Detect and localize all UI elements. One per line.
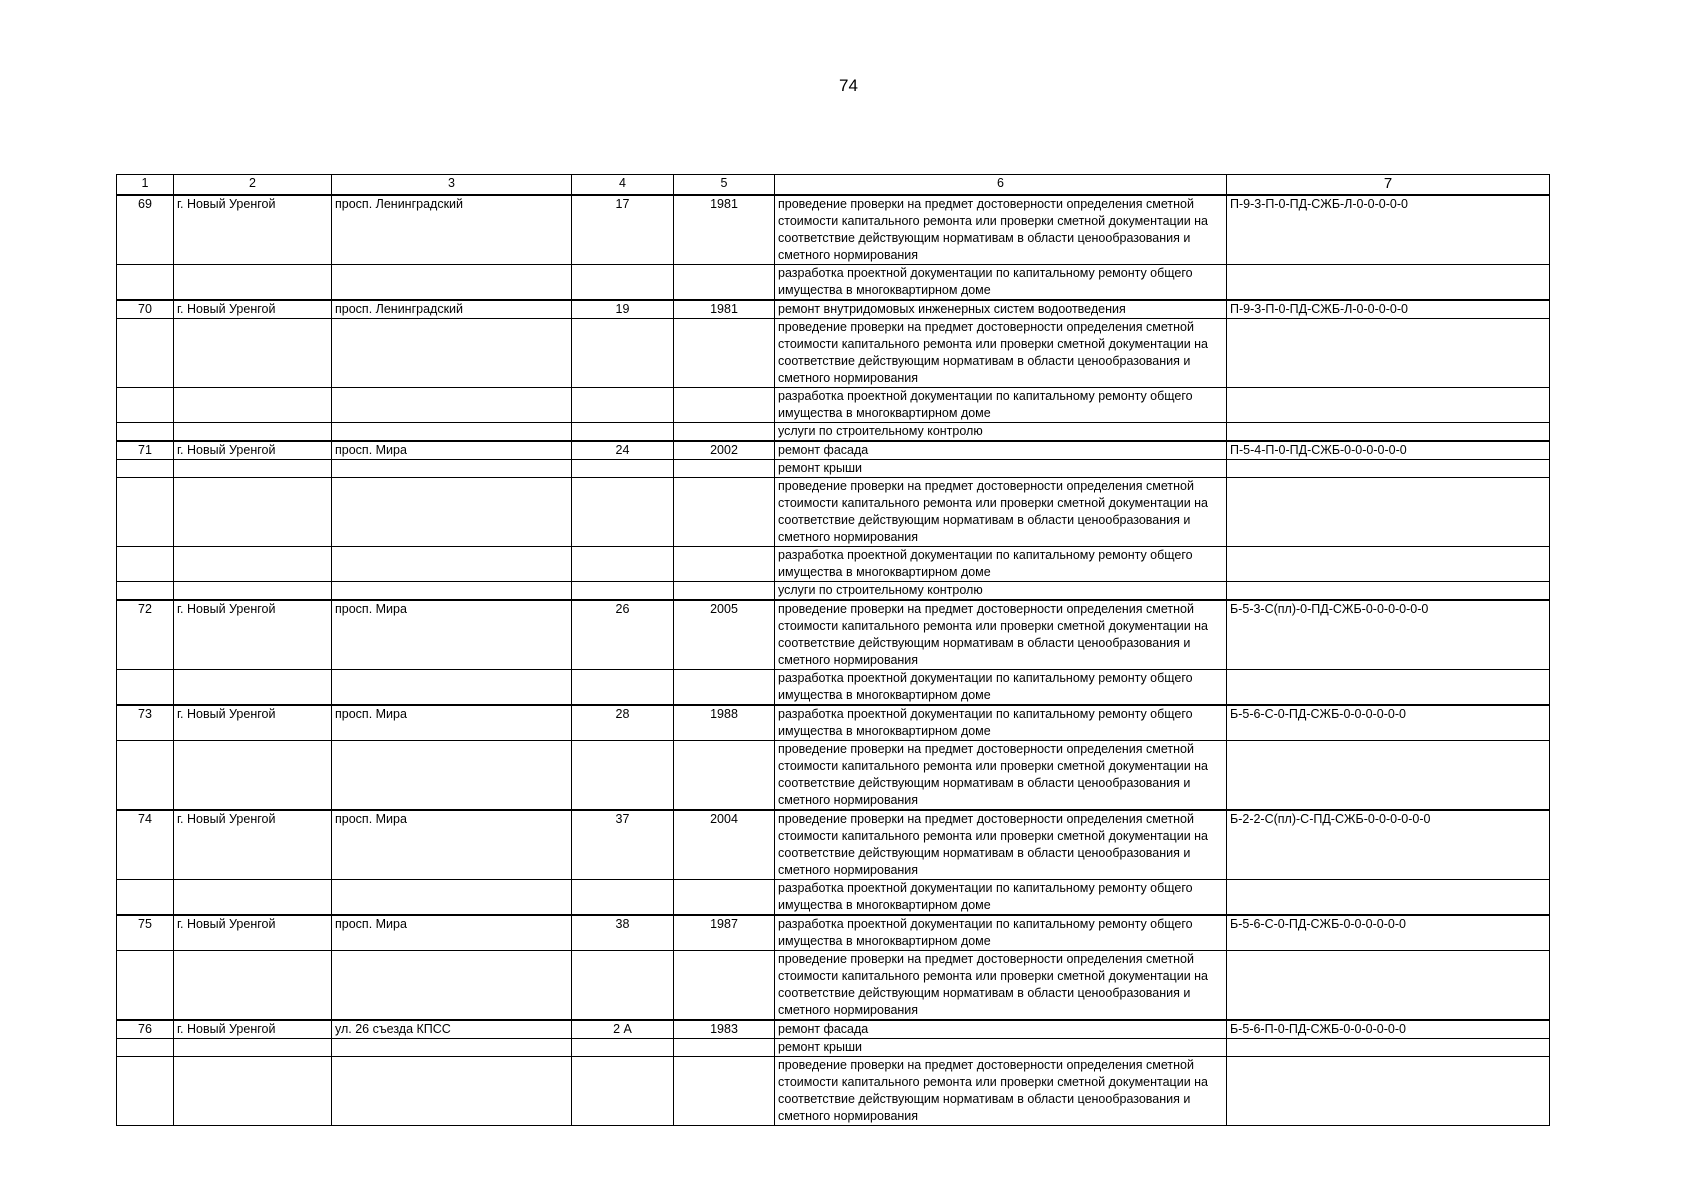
table-row xyxy=(117,300,1550,319)
year-cell xyxy=(674,547,775,582)
work-type-cell: разработка проектной документации по капитальному ремонту общего имущества в многоквартирном доме xyxy=(775,915,1227,951)
street-cell xyxy=(332,582,572,601)
table-row xyxy=(117,1020,1550,1039)
row-number-cell xyxy=(117,265,174,301)
column-header-house: 4 xyxy=(572,175,674,196)
code-cell: Б-5-3-С(пл)-0-ПД-СЖБ-0-0-0-0-0-0 xyxy=(1227,600,1550,670)
row-number-cell xyxy=(117,423,174,442)
work-type-cell: проведение проверки на предмет достоверности определения сметной стоимости капитального ремонта или проверки сметной документации на соответствие действующим нормативам в области ценообразования и сметного нормирования xyxy=(775,741,1227,811)
table-row xyxy=(117,478,1550,547)
house-number-cell xyxy=(572,547,674,582)
column-header-number: 1 xyxy=(117,175,174,196)
capital-repair-table xyxy=(116,174,1550,1126)
city-cell xyxy=(174,547,332,582)
work-type-cell: ремонт крыши xyxy=(775,460,1227,478)
code-cell xyxy=(1227,547,1550,582)
row-number-cell xyxy=(117,670,174,706)
street-cell: просп. Ленинградский xyxy=(332,300,572,319)
city-cell xyxy=(174,478,332,547)
street-cell: просп. Мира xyxy=(332,600,572,670)
row-number-cell xyxy=(117,880,174,916)
code-cell xyxy=(1227,423,1550,442)
work-type-cell: разработка проектной документации по капитальному ремонту общего имущества в многоквартирном доме xyxy=(775,880,1227,916)
work-type-cell: разработка проектной документации по капитальному ремонту общего имущества в многоквартирном доме xyxy=(775,705,1227,741)
city-cell xyxy=(174,582,332,601)
year-cell xyxy=(674,670,775,706)
street-cell: просп. Мира xyxy=(332,705,572,741)
row-number-cell xyxy=(117,388,174,423)
work-type-cell: проведение проверки на предмет достоверности определения сметной стоимости капитального ремонта или проверки сметной документации на соответствие действующим нормативам в области ценообразования и сметного нормирования xyxy=(775,951,1227,1021)
table-body xyxy=(117,195,1550,1126)
year-cell xyxy=(674,1057,775,1126)
table-row xyxy=(117,1057,1550,1126)
house-number-cell xyxy=(572,670,674,706)
work-type-cell: проведение проверки на предмет достоверности определения сметной стоимости капитального ремонта или проверки сметной документации на соответствие действующим нормативам в области ценообразования и сметного нормирования xyxy=(775,600,1227,670)
work-type-cell: ремонт фасада xyxy=(775,1020,1227,1039)
house-number-cell xyxy=(572,388,674,423)
house-number-cell xyxy=(572,423,674,442)
street-cell xyxy=(332,951,572,1021)
code-cell xyxy=(1227,460,1550,478)
year-cell: 1981 xyxy=(674,300,775,319)
city-cell: г. Новый Уренгой xyxy=(174,441,332,460)
year-cell xyxy=(674,319,775,388)
city-cell xyxy=(174,1039,332,1057)
table-row xyxy=(117,423,1550,442)
table-row xyxy=(117,460,1550,478)
table-row xyxy=(117,880,1550,916)
row-number-cell: 74 xyxy=(117,810,174,880)
year-cell: 2004 xyxy=(674,810,775,880)
row-number-cell xyxy=(117,547,174,582)
year-cell: 1983 xyxy=(674,1020,775,1039)
table-row xyxy=(117,915,1550,951)
house-number-cell: 2 А xyxy=(572,1020,674,1039)
code-cell: П-9-3-П-0-ПД-СЖБ-Л-0-0-0-0-0 xyxy=(1227,300,1550,319)
code-cell: Б-2-2-С(пл)-С-ПД-СЖБ-0-0-0-0-0-0 xyxy=(1227,810,1550,880)
table-row xyxy=(117,319,1550,388)
year-cell xyxy=(674,951,775,1021)
code-cell xyxy=(1227,582,1550,601)
street-cell: просп. Мира xyxy=(332,441,572,460)
city-cell xyxy=(174,460,332,478)
work-type-cell: разработка проектной документации по капитальному ремонту общего имущества в многоквартирном доме xyxy=(775,670,1227,706)
city-cell: г. Новый Уренгой xyxy=(174,600,332,670)
house-number-cell: 37 xyxy=(572,810,674,880)
street-cell xyxy=(332,388,572,423)
row-number-cell xyxy=(117,460,174,478)
house-number-cell: 38 xyxy=(572,915,674,951)
house-number-cell xyxy=(572,1057,674,1126)
code-cell xyxy=(1227,478,1550,547)
house-number-cell xyxy=(572,265,674,301)
work-type-cell: ремонт фасада xyxy=(775,441,1227,460)
house-number-cell: 17 xyxy=(572,195,674,265)
work-type-cell: проведение проверки на предмет достоверности определения сметной стоимости капитального ремонта или проверки сметной документации на соответствие действующим нормативам в области ценообразования и сметного нормирования xyxy=(775,195,1227,265)
table-row xyxy=(117,705,1550,741)
house-number-cell: 24 xyxy=(572,441,674,460)
code-cell xyxy=(1227,951,1550,1021)
city-cell: г. Новый Уренгой xyxy=(174,705,332,741)
row-number-cell xyxy=(117,478,174,547)
street-cell: просп. Мира xyxy=(332,915,572,951)
house-number-cell xyxy=(572,460,674,478)
house-number-cell xyxy=(572,880,674,916)
street-cell xyxy=(332,741,572,811)
house-number-cell xyxy=(572,319,674,388)
street-cell xyxy=(332,547,572,582)
year-cell: 1987 xyxy=(674,915,775,951)
code-cell xyxy=(1227,265,1550,301)
table-row xyxy=(117,265,1550,301)
column-header-year: 5 xyxy=(674,175,775,196)
row-number-cell: 72 xyxy=(117,600,174,670)
code-cell: Б-5-6-П-0-ПД-СЖБ-0-0-0-0-0-0 xyxy=(1227,1020,1550,1039)
code-cell xyxy=(1227,1057,1550,1126)
row-number-cell xyxy=(117,319,174,388)
year-cell xyxy=(674,460,775,478)
column-header-work-type: 6 xyxy=(775,175,1227,196)
house-number-cell: 28 xyxy=(572,705,674,741)
year-cell: 2005 xyxy=(674,600,775,670)
work-type-cell: проведение проверки на предмет достоверности определения сметной стоимости капитального ремонта или проверки сметной документации на соответствие действующим нормативам в области ценообразования и сметного нормирования xyxy=(775,478,1227,547)
street-cell xyxy=(332,670,572,706)
work-type-cell: проведение проверки на предмет достоверности определения сметной стоимости капитального ремонта или проверки сметной документации на соответствие действующим нормативам в области ценообразования и сметного нормирования xyxy=(775,810,1227,880)
code-cell: Б-5-6-С-0-ПД-СЖБ-0-0-0-0-0-0 xyxy=(1227,915,1550,951)
street-cell: ул. 26 съезда КПСС xyxy=(332,1020,572,1039)
header-row xyxy=(117,175,1550,196)
work-type-cell: разработка проектной документации по капитальному ремонту общего имущества в многоквартирном доме xyxy=(775,388,1227,423)
year-cell: 2002 xyxy=(674,441,775,460)
street-cell: просп. Ленинградский xyxy=(332,195,572,265)
code-cell: П-5-4-П-0-ПД-СЖБ-0-0-0-0-0-0 xyxy=(1227,441,1550,460)
year-cell xyxy=(674,1039,775,1057)
work-type-cell: ремонт крыши xyxy=(775,1039,1227,1057)
column-header-city: 2 xyxy=(174,175,332,196)
year-cell xyxy=(674,265,775,301)
house-number-cell xyxy=(572,1039,674,1057)
street-cell xyxy=(332,265,572,301)
row-number-cell: 76 xyxy=(117,1020,174,1039)
code-cell xyxy=(1227,741,1550,811)
code-cell xyxy=(1227,319,1550,388)
row-number-cell xyxy=(117,1039,174,1057)
city-cell xyxy=(174,1057,332,1126)
code-cell xyxy=(1227,880,1550,916)
year-cell: 1988 xyxy=(674,705,775,741)
street-cell xyxy=(332,460,572,478)
house-number-cell: 19 xyxy=(572,300,674,319)
city-cell xyxy=(174,423,332,442)
year-cell xyxy=(674,478,775,547)
table-row xyxy=(117,951,1550,1021)
street-cell xyxy=(332,880,572,916)
year-cell xyxy=(674,880,775,916)
work-type-cell: ремонт внутридомовых инженерных систем водоотведения xyxy=(775,300,1227,319)
row-number-cell: 70 xyxy=(117,300,174,319)
table-row xyxy=(117,582,1550,601)
work-type-cell: услуги по строительному контролю xyxy=(775,582,1227,601)
table-row xyxy=(117,547,1550,582)
street-cell xyxy=(332,478,572,547)
row-number-cell xyxy=(117,951,174,1021)
row-number-cell xyxy=(117,582,174,601)
table-row xyxy=(117,441,1550,460)
column-header-code: 7 xyxy=(1227,175,1550,196)
row-number-cell: 69 xyxy=(117,195,174,265)
city-cell xyxy=(174,670,332,706)
work-type-cell: проведение проверки на предмет достоверности определения сметной стоимости капитального ремонта или проверки сметной документации на соответствие действующим нормативам в области ценообразования и сметного нормирования xyxy=(775,319,1227,388)
column-header-street: 3 xyxy=(332,175,572,196)
row-number-cell: 75 xyxy=(117,915,174,951)
house-number-cell: 26 xyxy=(572,600,674,670)
street-cell xyxy=(332,319,572,388)
year-cell xyxy=(674,741,775,811)
table-row xyxy=(117,195,1550,265)
row-number-cell xyxy=(117,741,174,811)
street-cell xyxy=(332,1057,572,1126)
house-number-cell xyxy=(572,582,674,601)
table-row xyxy=(117,388,1550,423)
table-row xyxy=(117,1039,1550,1057)
work-type-cell: проведение проверки на предмет достоверности определения сметной стоимости капитального ремонта или проверки сметной документации на соответствие действующим нормативам в области ценообразования и сметного нормирования xyxy=(775,1057,1227,1126)
row-number-cell: 71 xyxy=(117,441,174,460)
street-cell xyxy=(332,423,572,442)
city-cell xyxy=(174,388,332,423)
city-cell xyxy=(174,319,332,388)
table-row xyxy=(117,600,1550,670)
code-cell xyxy=(1227,388,1550,423)
code-cell xyxy=(1227,670,1550,706)
row-number-cell xyxy=(117,1057,174,1126)
table-row xyxy=(117,810,1550,880)
year-cell xyxy=(674,388,775,423)
city-cell: г. Новый Уренгой xyxy=(174,810,332,880)
table-row xyxy=(117,741,1550,811)
house-number-cell xyxy=(572,951,674,1021)
city-cell: г. Новый Уренгой xyxy=(174,1020,332,1039)
city-cell xyxy=(174,265,332,301)
work-type-cell: разработка проектной документации по капитальному ремонту общего имущества в многоквартирном доме xyxy=(775,265,1227,301)
page-number: 74 xyxy=(839,76,858,95)
year-cell xyxy=(674,582,775,601)
table-row xyxy=(117,670,1550,706)
house-number-cell xyxy=(572,478,674,547)
city-cell xyxy=(174,880,332,916)
work-type-cell: услуги по строительному контролю xyxy=(775,423,1227,442)
city-cell xyxy=(174,741,332,811)
house-number-cell xyxy=(572,741,674,811)
year-cell: 1981 xyxy=(674,195,775,265)
code-cell: П-9-3-П-0-ПД-СЖБ-Л-0-0-0-0-0 xyxy=(1227,195,1550,265)
city-cell: г. Новый Уренгой xyxy=(174,300,332,319)
street-cell xyxy=(332,1039,572,1057)
street-cell: просп. Мира xyxy=(332,810,572,880)
code-cell xyxy=(1227,1039,1550,1057)
year-cell xyxy=(674,423,775,442)
code-cell: Б-5-6-С-0-ПД-СЖБ-0-0-0-0-0-0 xyxy=(1227,705,1550,741)
city-cell: г. Новый Уренгой xyxy=(174,915,332,951)
city-cell xyxy=(174,951,332,1021)
city-cell: г. Новый Уренгой xyxy=(174,195,332,265)
row-number-cell: 73 xyxy=(117,705,174,741)
work-type-cell: разработка проектной документации по капитальному ремонту общего имущества в многоквартирном доме xyxy=(775,547,1227,582)
